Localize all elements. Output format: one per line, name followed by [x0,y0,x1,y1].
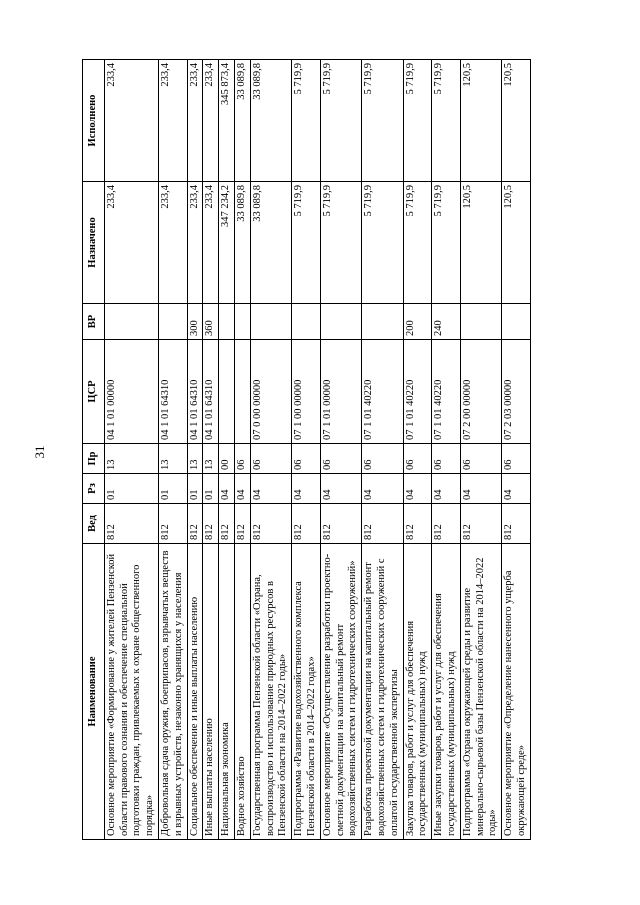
row-pr: 13 [104,444,158,474]
row-ved: 812 [250,504,291,544]
row-ved: 812 [187,504,203,544]
row-assigned: 233,4 [187,182,203,304]
row-ved: 812 [502,504,531,544]
row-pr: 06 [250,444,291,474]
row-vr: 240 [432,304,461,340]
row-pr: 06 [403,444,432,474]
header-rz: Рз [83,474,105,504]
header-assigned: Назначено [83,182,105,304]
row-ved: 812 [320,504,361,544]
row-ved: 812 [432,504,461,544]
budget-table [82,59,531,840]
row-csr: 04 1 01 64310 [158,340,187,444]
header-executed: Исполнено [83,60,105,182]
row-ved: 812 [219,504,235,544]
table-row [320,60,361,840]
rotated-table-container [82,60,592,840]
header-csr: ЦСР [83,340,105,444]
row-rz: 04 [460,474,501,504]
row-csr: 07 2 00 00000 [460,340,501,444]
row-name: Иные выплаты населению [203,544,219,840]
row-assigned: 5 719,9 [432,182,461,304]
row-csr [219,340,235,444]
row-assigned: 233,4 [104,182,158,304]
row-ved: 812 [460,504,501,544]
row-vr [219,304,235,340]
row-csr: 07 1 01 40220 [403,340,432,444]
row-executed: 120,5 [502,60,531,182]
row-name: Подпрограмма «Развитие водохозяйственного комплекса Пензенской области в 2014–2022 годах» [292,544,321,840]
row-vr [502,304,531,340]
table-row [104,60,158,840]
row-assigned: 120,5 [502,182,531,304]
table-header-row [83,60,105,840]
row-ved: 812 [158,504,187,544]
row-csr [234,340,250,444]
row-assigned: 5 719,9 [292,182,321,304]
row-assigned: 5 719,9 [362,182,403,304]
row-assigned: 233,4 [158,182,187,304]
row-pr: 06 [432,444,461,474]
row-ved: 812 [234,504,250,544]
row-vr: 200 [403,304,432,340]
row-pr: 13 [203,444,219,474]
row-name: Подпрограмма «Охрана окружающей среды и развитие минерально-сырьевой базы Пензенской области на 2014–2022 годы» [460,544,501,840]
header-vr: ВР [83,304,105,340]
row-csr: 04 1 01 64310 [203,340,219,444]
row-name: Разработка проектной документации на капитальный ремонт водохозяйственных систем и гидротехнических сооружений с оплатой государственной экспертизы [362,544,403,840]
row-assigned: 33 089,8 [250,182,291,304]
row-rz: 04 [432,474,461,504]
row-rz: 04 [362,474,403,504]
row-assigned: 120,5 [460,182,501,304]
row-csr: 07 2 03 00000 [502,340,531,444]
row-executed: 33 089,8 [250,60,291,182]
row-csr: 07 1 01 00000 [320,340,361,444]
row-assigned: 33 089,8 [234,182,250,304]
row-rz: 01 [104,474,158,504]
row-executed: 345 873,4 [219,60,235,182]
row-rz: 04 [250,474,291,504]
row-ved: 812 [104,504,158,544]
row-vr [234,304,250,340]
row-csr: 04 1 01 64310 [187,340,203,444]
row-rz: 04 [320,474,361,504]
row-csr: 07 1 01 40220 [432,340,461,444]
row-rz: 01 [203,474,219,504]
row-pr: 06 [362,444,403,474]
row-pr: 00 [219,444,235,474]
row-assigned: 5 719,9 [403,182,432,304]
row-vr [104,304,158,340]
row-pr: 06 [320,444,361,474]
row-executed: 233,4 [203,60,219,182]
row-name: Закупка товаров, работ и услуг для обеспечения государственных (муниципальных) нужд [403,544,432,840]
row-executed: 233,4 [158,60,187,182]
row-rz: 04 [502,474,531,504]
table-row [502,60,531,840]
table-row [158,60,187,840]
row-name: Основное мероприятие «Осуществление разработки проектно-сметной документации на капитальный ремонт водохозяйственных систем и гидротехнических сооружений» [320,544,361,840]
table-row [219,60,235,840]
header-ved: Вед [83,504,105,544]
row-executed: 33 089,8 [234,60,250,182]
row-ved: 812 [292,504,321,544]
row-rz: 04 [403,474,432,504]
row-vr [320,304,361,340]
row-rz: 04 [292,474,321,504]
header-pr: Пр [83,444,105,474]
row-assigned: 5 719,9 [320,182,361,304]
row-executed: 5 719,9 [362,60,403,182]
row-name: Водное хозяйство [234,544,250,840]
table-row [187,60,203,840]
row-executed: 5 719,9 [432,60,461,182]
row-executed: 5 719,9 [320,60,361,182]
row-csr: 04 1 01 00000 [104,340,158,444]
row-name: Государственная программа Пензенской области «Охрана, воспроизводство и использование природных ресурсов в Пензенской области на 2014–2022 годы» [250,544,291,840]
row-vr [250,304,291,340]
row-name: Иные закупки товаров, работ и услуг для обеспечения государственных (муниципальных) нужд [432,544,461,840]
row-vr [460,304,501,340]
row-rz: 01 [187,474,203,504]
header-name: Наименование [83,544,105,840]
row-vr [362,304,403,340]
row-name: Социальное обеспечение и иные выплаты населению [187,544,203,840]
row-name: Национальная экономика [219,544,235,840]
row-vr [292,304,321,340]
row-assigned: 233,4 [203,182,219,304]
row-csr: 07 1 01 40220 [362,340,403,444]
row-executed: 5 719,9 [292,60,321,182]
row-executed: 120,5 [460,60,501,182]
row-executed: 233,4 [104,60,158,182]
row-ved: 812 [403,504,432,544]
row-vr: 300 [187,304,203,340]
row-ved: 812 [203,504,219,544]
row-pr: 13 [187,444,203,474]
row-ved: 812 [362,504,403,544]
row-rz: 04 [234,474,250,504]
row-assigned: 347 234,2 [219,182,235,304]
row-rz: 01 [158,474,187,504]
table-row [362,60,403,840]
row-pr: 06 [502,444,531,474]
row-executed: 5 719,9 [403,60,432,182]
row-vr: 360 [203,304,219,340]
table-row [234,60,250,840]
table-row [203,60,219,840]
row-pr: 06 [460,444,501,474]
table-row [460,60,501,840]
row-vr [158,304,187,340]
table-row [292,60,321,840]
row-name: Основное мероприятие «Формирование у жителей Пензенской области правового сознания и обеспечение специальной подготовки граждан, привлекаемых к охране общественного порядка» [104,544,158,840]
row-rz: 04 [219,474,235,504]
row-name: Основное мероприятие «Определение нанесенного ущерба окружающей среде» [502,544,531,840]
table-row [403,60,432,840]
row-name: Добровольная сдача оружия, боеприпасов, взрывчатых веществ и взрывных устройств, незаконно хранящихся у населения [158,544,187,840]
table-row [432,60,461,840]
row-pr: 06 [234,444,250,474]
page-number: 31 [32,445,47,459]
row-executed: 233,4 [187,60,203,182]
row-pr: 06 [292,444,321,474]
row-csr: 07 1 00 00000 [292,340,321,444]
row-csr: 07 0 00 00000 [250,340,291,444]
table-row [250,60,291,840]
row-pr: 13 [158,444,187,474]
